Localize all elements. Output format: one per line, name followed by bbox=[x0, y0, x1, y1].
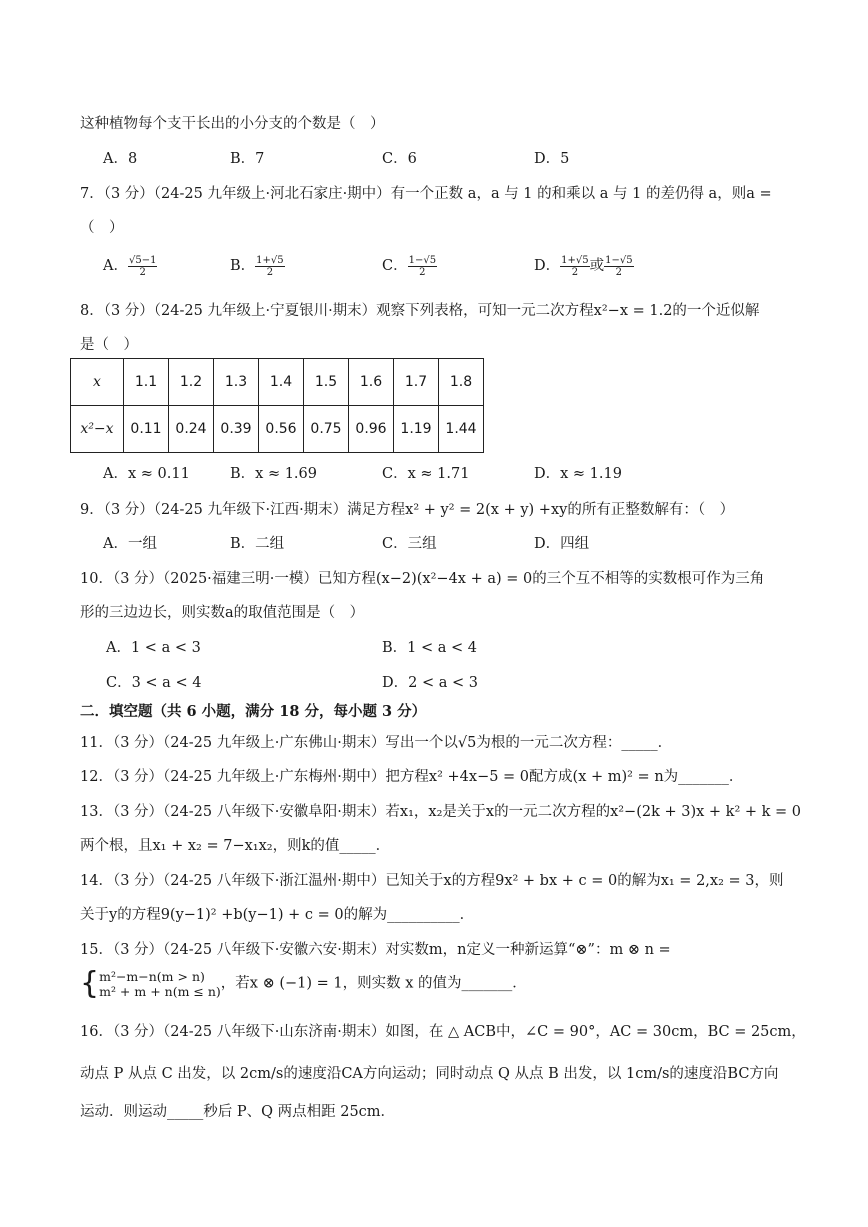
q6-option-d: D．5 bbox=[534, 151, 570, 167]
table-cell: 1.6 bbox=[349, 359, 394, 406]
q6-text: 这种植物每个支干长出的小分支的个数是（ ） bbox=[80, 116, 385, 132]
q16-stem-line2: 动点 P 从点 C 出发，以 2cm/s的速度沿CA方向运动；同时动点 Q 从点 B 出发，以 1cm/s的速度沿BC方向 bbox=[80, 1066, 779, 1082]
value-table bbox=[70, 358, 484, 453]
q10-option-b: B．1 < a < 4 bbox=[382, 640, 477, 656]
q10-stem-line1: 10．（3 分）（2025·福建三明·一模）已知方程(x−2)(x²−4x + a) = 0的三个互不相等的实数根可作为三角 bbox=[80, 571, 765, 587]
q6-option-b: B．7 bbox=[230, 151, 265, 167]
q9-stem: 9．（3 分）（24-25 九年级下·江西·期末）满足方程x² + y² = 2(x + y) +xy的所有正整数解有：（ ） bbox=[80, 502, 735, 518]
q15-stem-line1: 15．（3 分）（24-25 八年级下·安徽六安·期末）对实数m，n定义一种新运算“⊗”：m ⊗ n = bbox=[80, 942, 671, 958]
q9-option-d: D．四组 bbox=[534, 536, 590, 552]
q9-option-c: C．三组 bbox=[382, 536, 437, 552]
q7-option-a: A． $\frac{√5-1}{2}$ bbox=[103, 254, 157, 278]
section-heading: 二．填空题（共 6 小题，满分 18 分，每小题 3 分） bbox=[80, 703, 427, 720]
q8-option-b: B．x ≈ 1.69 bbox=[230, 466, 317, 482]
q15-stem-line2: { m²−m−n(m > n) m² + m + n(m ≤ n) ，若x ⊗ (−1) = 1，则实数 x 的值为_______． bbox=[80, 966, 527, 1001]
table-cell: 1.1 bbox=[124, 359, 169, 406]
q12-stem: 12．（3 分）（24-25 九年级上·广东梅州·期中）把方程x² +4x−5 = 0配方成(x + m)² = n为_______． bbox=[80, 769, 744, 785]
q10-stem-line2: 形的三边边长，则实数a的取值范围是（ ） bbox=[80, 605, 365, 621]
q16-stem-line3: 运动．则运动_____秒后 P、Q 两点相距 25cm． bbox=[80, 1104, 396, 1120]
fraction: $\frac{1+√5}{2}$ bbox=[256, 254, 284, 278]
q11-stem: 11．（3 分）（24-25 九年级上·广东佛山·期末）写出一个以√5为根的一元二次方程：_____． bbox=[80, 735, 673, 751]
table-cell: 0.96 bbox=[349, 406, 394, 453]
q7-stem-line1: 7．（3 分）（24-25 九年级上·河北石家庄·期中）有一个正数 a，a 与 1 的和乘以 a 与 1 的差仍得 a，则a = bbox=[80, 186, 772, 202]
table-row-head: x²−x bbox=[71, 406, 124, 453]
q10-option-c: C．3 < a < 4 bbox=[106, 675, 202, 691]
q8-option-d: D．x ≈ 1.19 bbox=[534, 466, 622, 482]
q8-option-c: C．x ≈ 1.71 bbox=[382, 466, 470, 482]
table-cell: 1.8 bbox=[439, 359, 484, 406]
q7-option-b: B． $\frac{1+√5}{2}$ bbox=[230, 254, 284, 278]
table-cell: 0.39 bbox=[214, 406, 259, 453]
q8-stem-line1: 8．（3 分）（24-25 九年级上·宁夏银川·期末）观察下列表格，可知一元二次方程x²−x = 1.2的一个近似解 bbox=[80, 303, 760, 319]
table-cell: 1.19 bbox=[394, 406, 439, 453]
fraction: $\frac{√5-1}{2}$ bbox=[128, 254, 157, 278]
table-cell: 1.3 bbox=[214, 359, 259, 406]
q7-stem-line2: （ ） bbox=[80, 220, 124, 236]
q16-stem-line1: 16．（3 分）（24-25 八年级下·山东济南·期末）如图，在 △ ACB中，∠C = 90°，AC = 30cm，BC = 25cm， bbox=[80, 1024, 806, 1040]
fraction: $\frac{1-√5}{2}$ bbox=[605, 254, 633, 278]
q8-option-a: A．x ≈ 0.11 bbox=[103, 466, 190, 482]
q9-option-b: B．二组 bbox=[230, 536, 285, 552]
fraction: $\frac{1-√5}{2}$ bbox=[408, 254, 437, 278]
q13-stem-line2: 两个根，且x₁ + x₂ = 7−x₁x₂，则k的值_____． bbox=[80, 838, 391, 854]
table-row-head: x bbox=[71, 359, 124, 406]
table-row bbox=[71, 359, 484, 406]
table-cell: 1.4 bbox=[259, 359, 304, 406]
piecewise-cases: m²−m−n(m > n) m² + m + n(m ≤ n) bbox=[99, 968, 221, 999]
q10-option-d: D．2 < a < 3 bbox=[382, 675, 478, 691]
q13-stem-line1: 13．（3 分）（24-25 八年级下·安徽阜阳·期末）若x₁，x₂是关于x的一元二次方程的x²−(2k + 3)x + k² + k = 0 bbox=[80, 804, 802, 820]
table-cell: 1.5 bbox=[304, 359, 349, 406]
table-cell: 0.56 bbox=[259, 406, 304, 453]
q10-option-a: A．1 < a < 3 bbox=[106, 640, 201, 656]
brace: { bbox=[80, 966, 100, 1001]
q7-option-c: C． $\frac{1-√5}{2}$ bbox=[382, 254, 437, 278]
q6-option-c: C．6 bbox=[382, 151, 417, 167]
table-cell: 1.44 bbox=[439, 406, 484, 453]
table-cell: 0.11 bbox=[124, 406, 169, 453]
table-cell: 1.2 bbox=[169, 359, 214, 406]
q6-option-a: A．8 bbox=[103, 151, 138, 167]
q14-stem-line2: 关于y的方程9(y−1)² +b(y−1) + c = 0的解为__________． bbox=[80, 907, 475, 923]
fraction: $\frac{1+√5}{2}$ bbox=[561, 254, 589, 278]
q9-option-a: A．一组 bbox=[103, 536, 157, 552]
q8-stem-line2: 是（ ） bbox=[80, 337, 138, 353]
table-row bbox=[71, 406, 484, 453]
table-cell: 1.7 bbox=[394, 359, 439, 406]
table-cell: 0.75 bbox=[304, 406, 349, 453]
q7-option-d: D． $\frac{1+√5}{2}$ 或 $\frac{1-√5}{2}$ bbox=[534, 254, 633, 278]
table-cell: 0.24 bbox=[169, 406, 214, 453]
q14-stem-line1: 14．（3 分）（24-25 八年级下·浙江温州·期中）已知关于x的方程9x² + bx + c = 0的解为x₁ = 2,x₂ = 3，则 bbox=[80, 873, 784, 889]
